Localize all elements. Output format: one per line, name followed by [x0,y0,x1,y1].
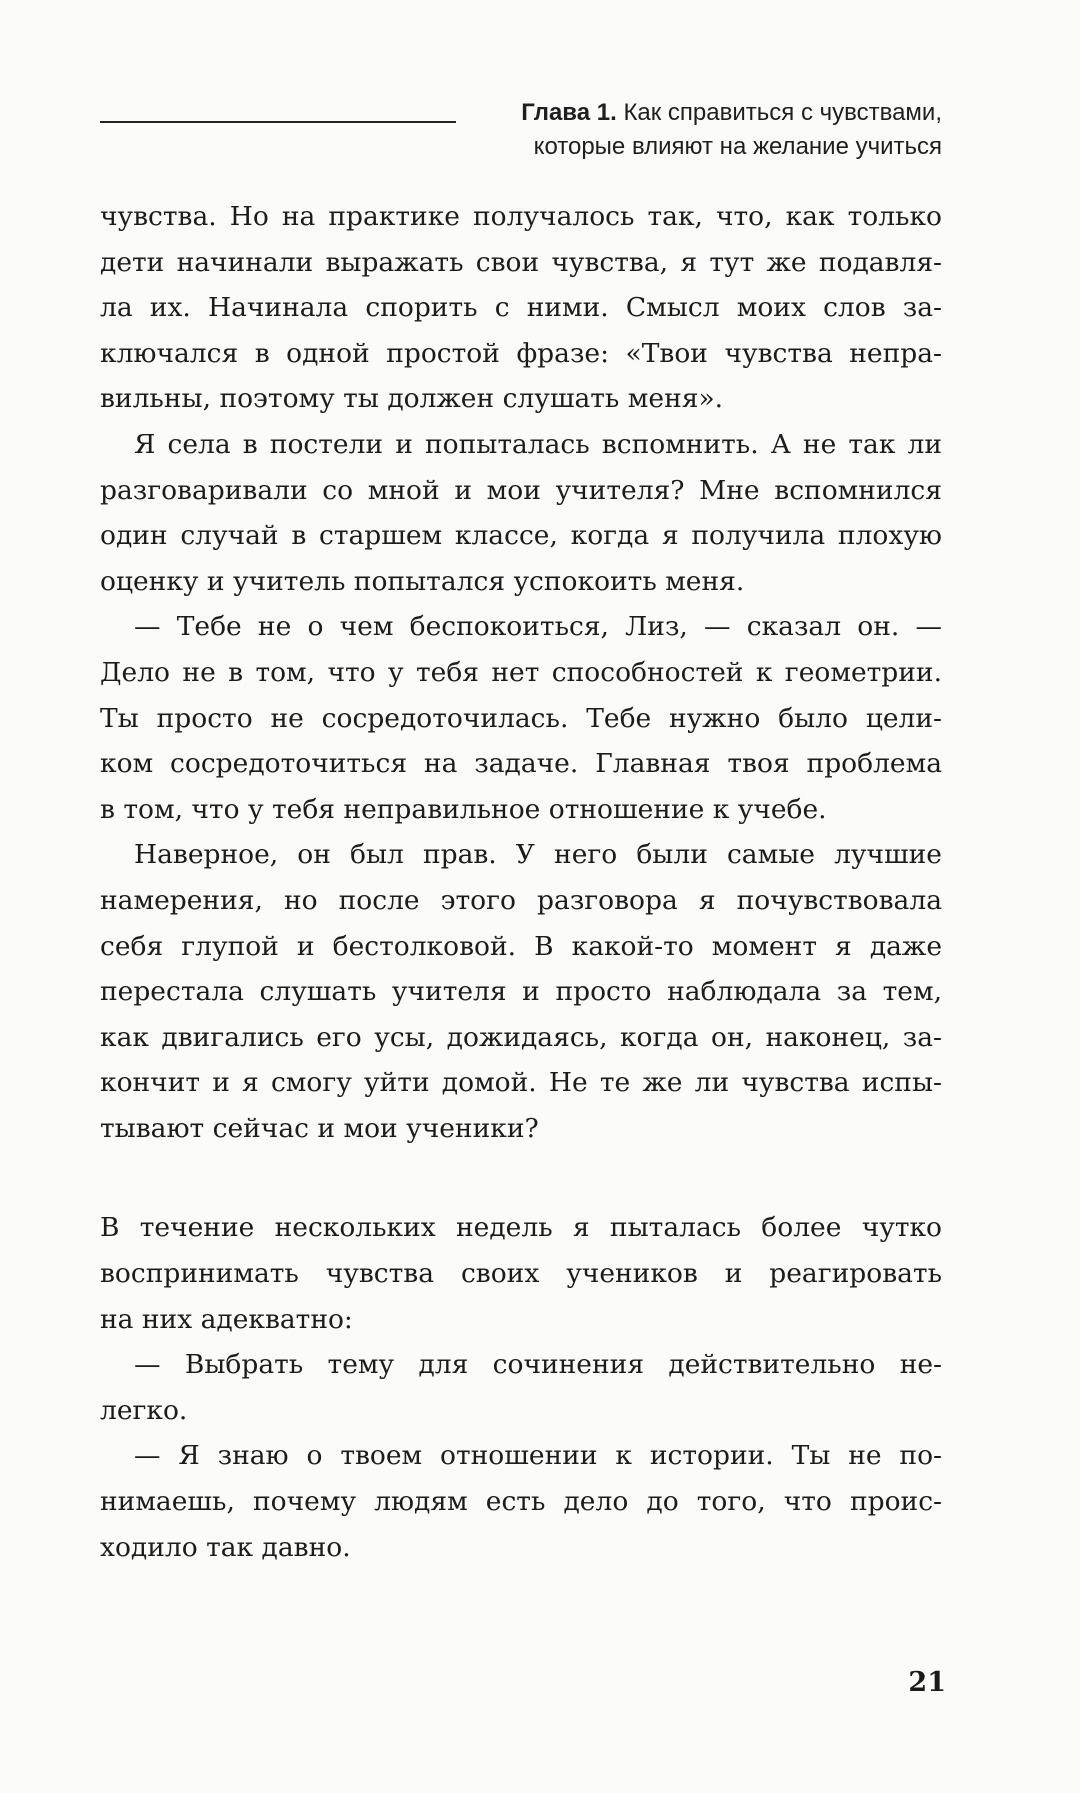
paragraph [100,194,942,422]
text-line: себя глупой и бестолковой. В какой-то момент я даже [100,930,942,962]
text-line: Наверное, он был прав. У него были самые лучшие [134,839,942,871]
chapter-title-line-1: Как справиться с чувствами, [623,99,942,126]
text-line: кончит и я смогу уйти домой. Не те же ли чувства испы- [100,1067,942,1099]
paragraph [100,832,942,1151]
page-number: 21 [908,1667,946,1698]
text-block-before-break [100,194,942,1151]
section-break [100,1151,942,1205]
header-line-1 [521,96,942,130]
text-line: вильны, поэтому ты должен слушать меня». [100,383,724,415]
paragraph [100,1342,942,1433]
paragraph [100,604,942,832]
text-line: ком сосредоточиться на задаче. Главная твоя проблема [100,748,942,780]
text-line: В течение нескольких недель я пыталась более чутко [100,1212,942,1244]
text-line: ла их. Начинала спорить с ними. Смысл моих слов за- [100,292,942,324]
paragraph [100,422,942,604]
text-line: Дело не в том, что у тебя нет способностей к геометрии. [100,656,942,688]
chapter-title-line-2: которые влияют на желание учиться [533,133,942,160]
text-line: оценку и учитель попытался успокоить меня. [100,565,745,597]
text-line: Ты просто не сосредоточилась. Тебе нужно было цели- [100,702,942,734]
text-line: один случай в старшем классе, когда я получила плохую [100,520,942,552]
text-line: — Выбрать тему для сочинения действительно не- [134,1349,942,1381]
text-line: намерения, но после этого разговора я почувствовала [100,884,942,916]
text-line: — Тебе не о чем беспокоиться, Лиз, — сказал он. — [134,611,942,643]
header-rule [100,121,456,123]
text-line: ходило так давно. [100,1531,351,1563]
paragraph [100,1433,942,1570]
chapter-label: Глава 1. [521,99,617,126]
text-line: дети начинали выражать свои чувства, я тут же подавля- [100,246,942,278]
text-line: легко. [100,1394,188,1426]
text-line: тывают сейчас и мои ученики? [100,1112,539,1144]
text-line: чувства. Но на практике получалось так, что, как только [100,201,942,232]
text-line: на них адекватно: [100,1303,353,1335]
text-line: перестала слушать учителя и просто наблюдала за тем, [100,976,942,1008]
text-line: ключался в одной простой фразе: «Твои чувства непра- [100,337,942,369]
text-line: Я села в постели и попыталась вспомнить. А не так ли [134,428,942,460]
text-line: — Я знаю о твоем отношении к истории. Ты не по- [134,1440,942,1472]
paragraph [100,1205,942,1342]
text-line: в том, что у тебя неправильное отношение к учебе. [100,793,827,825]
text-block-after-break [100,1205,942,1570]
text-line: нимаешь, почему людям есть дело до того, что проис- [100,1486,942,1518]
body-text [100,194,942,1570]
text-line: воспринимать чувства своих учеников и реагировать [100,1258,942,1290]
text-line: разговаривали со мной и мои учителя? Мне вспомнился [100,474,942,506]
text-line: как двигались его усы, дожидаясь, когда он, наконец, за- [100,1021,942,1053]
